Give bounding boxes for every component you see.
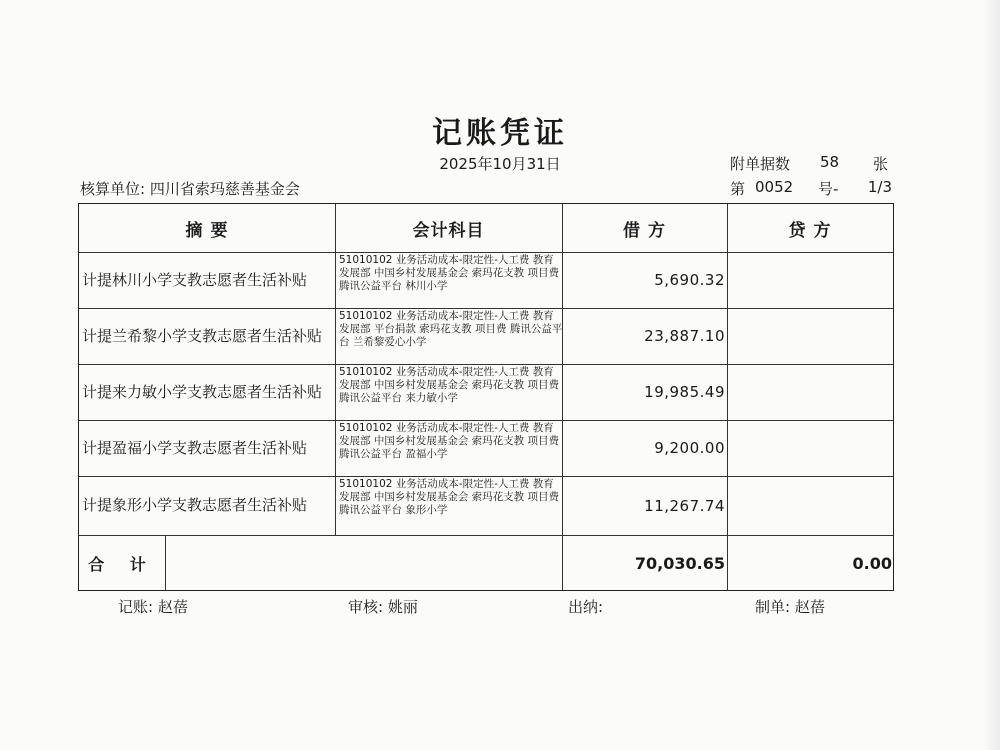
voucher-date: 2025年10月31日 [439, 155, 561, 173]
row-debit: 5,690.32 [654, 271, 725, 289]
row-account: 51010102 业务活动成本-限定性-人工费 教育发展部 中国乡村发展基金会 索玛花支教 项目费 腾讯公益平台 象形小学 [339, 478, 560, 516]
row-summary: 计提林川小学支教志愿者生活补贴 [82, 270, 308, 289]
voucher-title: 记账凭证 [432, 116, 568, 151]
row-debit: 19,985.49 [644, 383, 725, 401]
preparer-label: 制单: [755, 598, 791, 616]
footer-reviewer [348, 596, 418, 617]
row-account: 51010102 业务活动成本-限定性-人工费 教育发展部 平台捐款 索玛花支教 项目费 腾讯公益平台 兰希黎爱心小学 [339, 310, 563, 348]
footer-bookkeeper [118, 596, 188, 617]
voucher-page: 1/3 [867, 178, 892, 196]
attachments-label: 附单据数 [730, 155, 791, 173]
voucher-prefix: 第 [730, 180, 746, 198]
header-debit: 借 方 [623, 220, 666, 241]
total-credit: 0.00 [852, 553, 892, 573]
total-debit: 70,030.65 [634, 553, 725, 573]
reviewer-label: 审核: [348, 598, 384, 616]
preparer-name: 赵蓓 [794, 598, 825, 616]
row-debit: 11,267.74 [644, 496, 725, 515]
row-account: 51010102 业务活动成本-限定性-人工费 教育发展部 中国乡村发展基金会 索玛花支教 项目费 腾讯公益平台 来力敏小学 [339, 366, 560, 404]
table-row [79, 308, 893, 364]
voucher-suffix: 号- [818, 180, 839, 198]
row-summary: 计提来力敏小学支教志愿者生活补贴 [82, 382, 323, 401]
bookkeeper-name: 赵蓓 [157, 598, 188, 616]
header-credit: 贷 方 [788, 220, 832, 241]
table-row [79, 252, 893, 308]
row-account: 51010102 业务活动成本-限定性-人工费 教育发展部 中国乡村发展基金会 索玛花支教 项目费 腾讯公益平台 林川小学 [339, 254, 560, 292]
header-summary: 摘 要 [185, 220, 229, 241]
unit-label: 核算单位: [80, 180, 146, 198]
row-summary: 计提盈福小学支教志愿者生活补贴 [82, 438, 308, 457]
footer-preparer [755, 596, 825, 617]
header-account: 会计科目 [412, 220, 485, 241]
voucher-table [78, 203, 894, 591]
accounting-unit [80, 178, 300, 199]
row-debit: 23,887.10 [644, 327, 725, 345]
row-summary: 计提象形小学支教志愿者生活补贴 [82, 496, 308, 514]
row-debit: 9,200.00 [654, 439, 725, 457]
total-row [79, 535, 893, 591]
voucher-number: 0052 [755, 178, 794, 196]
table-row [79, 420, 893, 476]
attachments-count: 58 [820, 153, 840, 171]
bookkeeper-label: 记账: [118, 598, 154, 616]
reviewer-name: 姚丽 [387, 598, 418, 616]
unit-name: 四川省索玛慈善基金会 [149, 180, 300, 198]
cashier-label: 出纳: [568, 598, 604, 616]
total-label: 合 计 [88, 554, 156, 574]
attachments-unit: 张 [873, 155, 889, 173]
footer-cashier [568, 596, 603, 617]
row-account: 51010102 业务活动成本-限定性-人工费 教育发展部 中国乡村发展基金会 索玛花支教 项目费 腾讯公益平台 盈福小学 [339, 422, 560, 460]
table-row [79, 364, 893, 420]
table-row [79, 476, 893, 535]
row-summary: 计提兰希黎小学支教志愿者生活补贴 [82, 326, 323, 345]
